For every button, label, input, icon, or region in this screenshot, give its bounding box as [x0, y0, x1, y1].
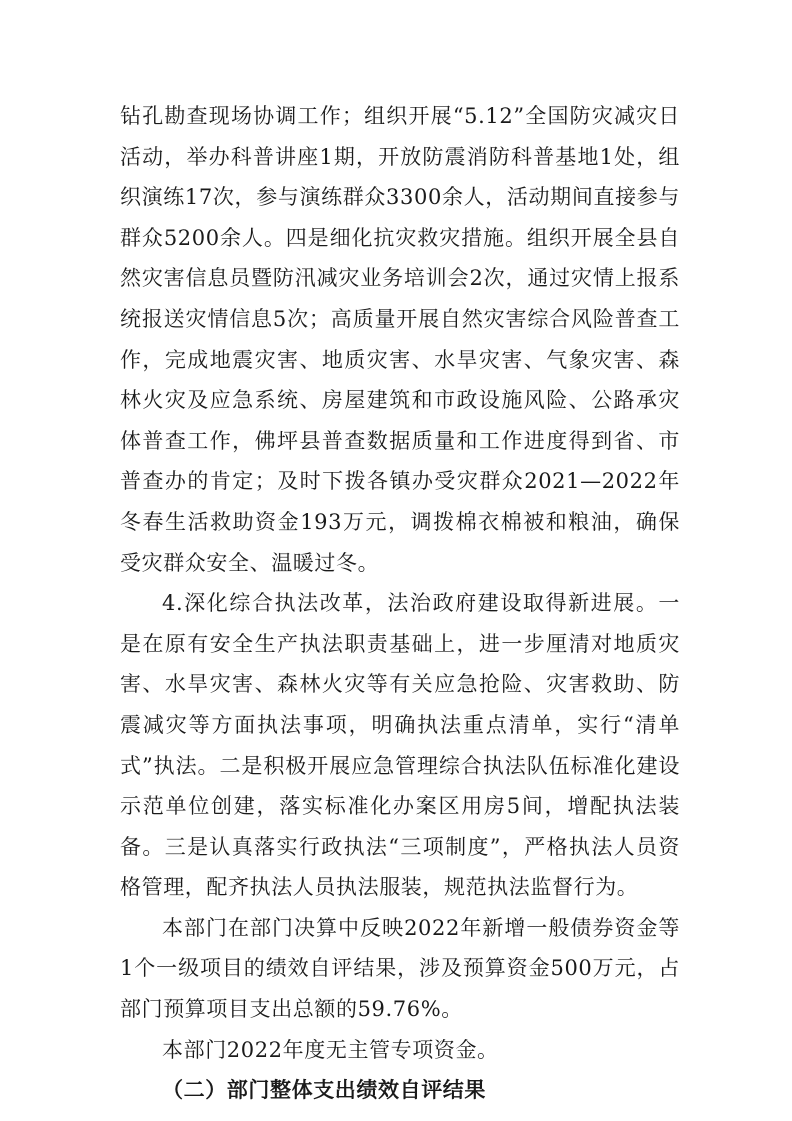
paragraph-project-self-evaluation: 本部门在部门决算中反映2022年新增一般债券资金等1个一级项目的绩效自评结果，涉及预算资金500万元，占部门预算项目支出总额的59.76%。 — [120, 915, 680, 1022]
paragraph-special-funds: 本部门2022年度无主管专项资金。 — [162, 1037, 499, 1062]
section-heading-overall-expenditure: （二）部门整体支出绩效自评结果 — [162, 1078, 486, 1103]
paragraph-law-enforcement-reform: 4.深化综合执法改革，法治政府建设取得新进展。一是在原有安全生产执法职责基础上，进一步厘清对地质灾害、水旱灾害、森林火灾等有关应急抢险、灾害救助、防震减灾等方面执法事项，明确执法重点清单，实行“清单式”执法。二是积极开展应急管理综合执法队伍标准化建设示范单位创建，落实标准化办案区用房5间，增配执法装备。三是认真落实行政执法“三项制度”，严格执法人员资格管理，配齐执法人员执法服装，规范执法监督行为。 — [120, 591, 680, 900]
document-body — [120, 96, 680, 1111]
paragraph-disaster-relief: 钻孔勘查现场协调工作；组织开展“5.12”全国防灾减灾日活动，举办科普讲座1期，开放防震消防科普基地1处，组织演练17次，参与演练群众3300余人，活动期间直接参与群众5200余人。四是细化抗灾救灾措施。组织开展全县自然灾害信息员暨防汛减灾业务培训会2次，通过灾情上报系统报送灾情信息5次；高质量开展自然灾害综合风险普查工作，完成地震灾害、地质灾害、水旱灾害、气象灾害、森林火灾及应急系统、房屋建筑和市政设施风险、公路承灾体普查工作，佛坪县普查数据质量和工作进度得到省、市普查办的肯定；及时下拨各镇办受灾群众2021—2022年冬春生活救助资金193万元，调拨棉衣棉被和粮油，确保受灾群众安全、温暖过冬。 — [120, 104, 680, 575]
